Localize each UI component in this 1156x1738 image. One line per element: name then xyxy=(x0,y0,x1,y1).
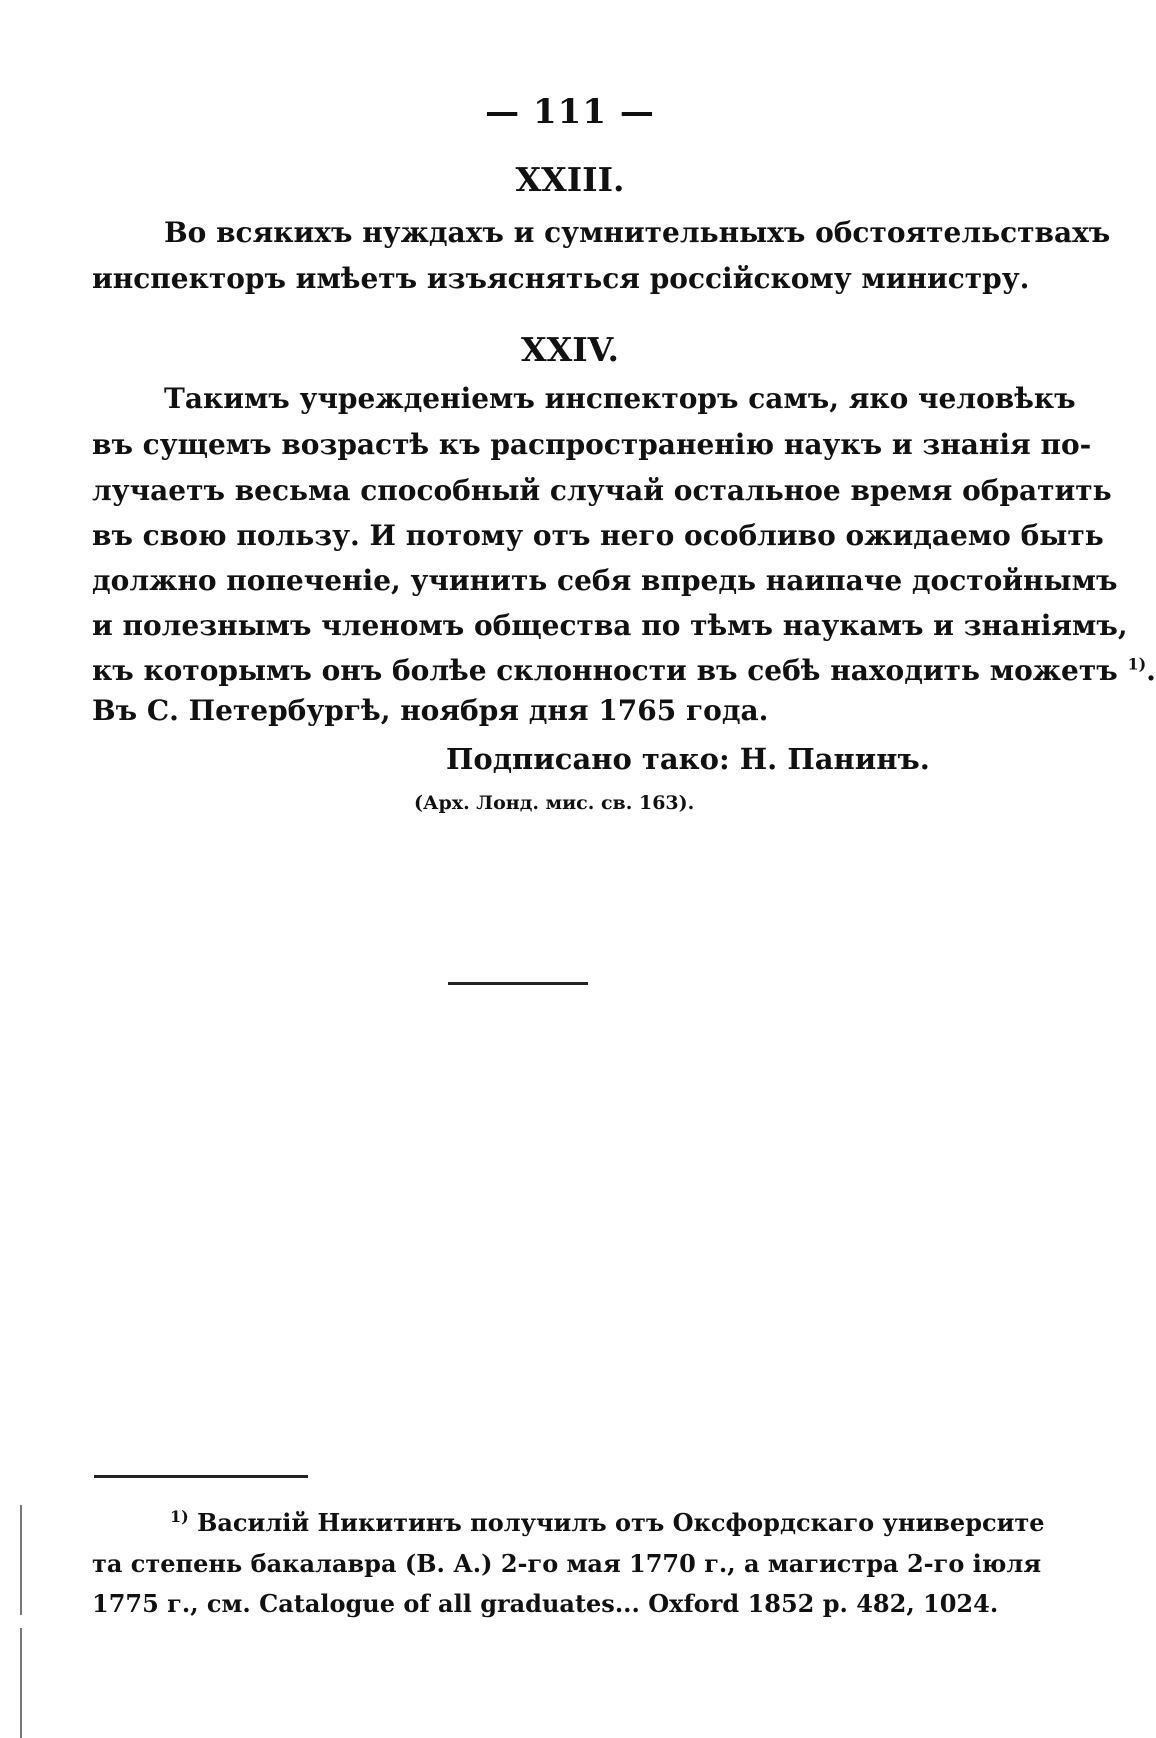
footnote-text: Василій Никитинъ получилъ отъ Оксфордскаго университе xyxy=(197,1508,1045,1537)
footnote-line: 1775 г., см. Catalogue of all graduates... Oxford 1852 p. 482, 1024. xyxy=(92,1589,999,1618)
paragraph-line-with-footnote xyxy=(92,654,1156,688)
paragraph-line: инспекторъ имѣетъ изъясняться россійскому министру. xyxy=(92,262,1030,295)
paragraph-line: въ свою пользу. И потому отъ него особливо ожидаемо быть xyxy=(92,519,1104,552)
paragraph-line: должно попеченіе, учинить себя впредь наипаче достойнымъ xyxy=(92,564,1118,597)
paragraph-line-text: къ которымъ онъ болѣе склонности въ себѣ находить можетъ xyxy=(92,654,1118,687)
footnote-line: та степень бакалавра (В. А.) 2-го мая 1770 г., а магистра 2-го іюля xyxy=(92,1549,1042,1578)
section-heading-xxiii: XXIII. xyxy=(515,160,625,199)
archive-reference: (Арх. Лонд. мис. св. 163). xyxy=(414,792,695,814)
paragraph-line: Въ С. Петербургѣ, ноября дня 1765 года. xyxy=(92,694,769,727)
footnote-line xyxy=(170,1507,1045,1538)
footnote-reference[interactable]: 1) xyxy=(1127,654,1147,674)
page-number: — 111 — xyxy=(485,92,655,132)
binding-edge-mark xyxy=(20,1505,22,1615)
paragraph-line: и полезнымъ членомъ общества по тѣмъ наукамъ и знаніямъ, xyxy=(92,609,1128,642)
paragraph-line: Такимъ учрежденіемъ инспекторъ самъ, яко человѣкъ xyxy=(164,382,1076,415)
section-divider xyxy=(448,982,588,985)
signature: Подписано тако: Н. Панинъ. xyxy=(446,742,930,776)
line-end-period: . xyxy=(1146,654,1156,687)
binding-edge-mark xyxy=(20,1628,22,1738)
section-heading-xxiv: XXIV. xyxy=(521,330,619,369)
paragraph-line: Во всякихъ нуждахъ и сумнительныхъ обстоятельствахъ xyxy=(164,216,1111,249)
footnote-marker: 1) xyxy=(170,1507,189,1526)
paragraph-line: лучаетъ весьма способный случай остальное время обратить xyxy=(92,474,1112,507)
footnote-rule xyxy=(94,1475,308,1478)
paragraph-line: въ сущемъ возрастѣ къ распространенію наукъ и знанія по- xyxy=(92,428,1092,461)
